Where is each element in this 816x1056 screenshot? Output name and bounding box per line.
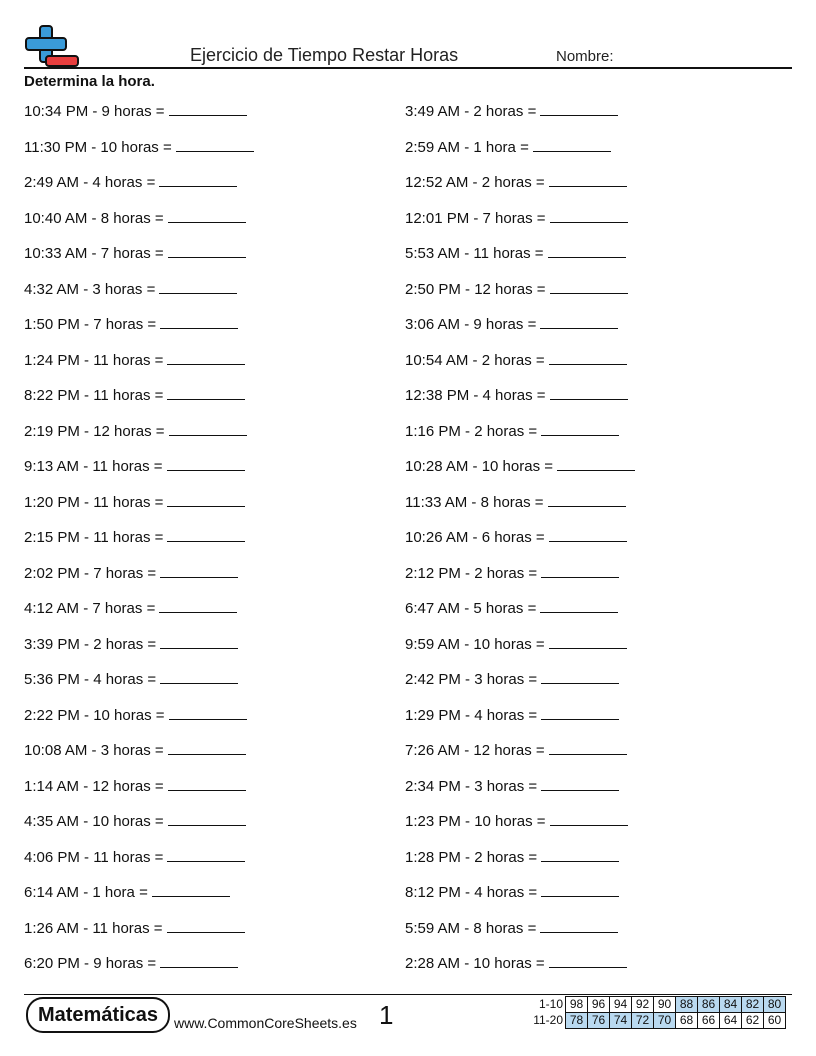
problem-row bbox=[24, 163, 792, 199]
problem-right bbox=[405, 527, 627, 546]
problem-left bbox=[24, 314, 238, 333]
problem-right bbox=[405, 598, 618, 617]
answer-blank[interactable] bbox=[541, 882, 619, 897]
problem-text: 1:24 PM - 11 horas = bbox=[24, 351, 164, 369]
problem-text: 6:20 PM - 9 horas = bbox=[24, 955, 157, 972]
answer-blank[interactable] bbox=[541, 669, 619, 684]
answer-blank[interactable] bbox=[540, 101, 618, 116]
problem-row bbox=[24, 696, 792, 732]
score-range: 11-20 bbox=[533, 1013, 563, 1027]
problem-right bbox=[405, 314, 618, 333]
problem-left bbox=[24, 492, 245, 511]
problem-text: 1:50 PM - 7 horas = bbox=[24, 316, 157, 333]
problem-text: 10:34 PM - 9 horas = bbox=[24, 103, 165, 120]
score-range: 1-10 bbox=[538, 997, 563, 1011]
score-cell: 66 bbox=[698, 1013, 720, 1029]
problem-right bbox=[405, 740, 627, 759]
score-cell: 64 bbox=[720, 1013, 742, 1029]
problem-text: 10:33 AM - 7 horas = bbox=[24, 245, 164, 262]
brand-badge: Matemáticas bbox=[26, 997, 170, 1033]
problem-row bbox=[24, 270, 792, 306]
answer-blank[interactable] bbox=[168, 776, 246, 791]
problem-right bbox=[405, 669, 619, 688]
answer-blank[interactable] bbox=[550, 208, 628, 223]
problem-left bbox=[24, 598, 237, 617]
website-text: www.CommonCoreSheets.es bbox=[174, 1015, 357, 1031]
problem-text: 5:36 PM - 4 horas = bbox=[24, 671, 157, 688]
problem-right bbox=[405, 705, 619, 724]
answer-blank[interactable] bbox=[168, 243, 246, 258]
problem-text: 10:40 AM - 8 horas = bbox=[24, 209, 164, 227]
answer-blank[interactable] bbox=[550, 811, 628, 826]
problem-text: 2:12 PM - 2 horas = bbox=[405, 564, 538, 582]
problem-text: 6:14 AM - 1 hora = bbox=[24, 884, 148, 901]
answer-blank[interactable] bbox=[540, 598, 618, 613]
problem-row bbox=[24, 92, 792, 128]
problem-left bbox=[24, 882, 230, 901]
problem-right bbox=[405, 882, 619, 901]
problem-right bbox=[405, 492, 626, 511]
problem-right bbox=[405, 847, 619, 866]
answer-blank[interactable] bbox=[160, 669, 238, 684]
problem-left bbox=[24, 385, 245, 404]
problem-left bbox=[24, 669, 238, 688]
problem-right bbox=[405, 101, 618, 120]
problem-text: 4:12 AM - 7 horas = bbox=[24, 600, 156, 617]
score-cell: 60 bbox=[764, 1013, 786, 1029]
problem-row bbox=[24, 873, 792, 909]
problem-right bbox=[405, 634, 627, 653]
problem-left bbox=[24, 137, 254, 156]
problem-text: 10:08 AM - 3 horas = bbox=[24, 742, 164, 759]
problem-text: 1:28 PM - 2 horas = bbox=[405, 848, 538, 866]
footer-divider bbox=[24, 994, 792, 995]
problem-text: 2:02 PM - 7 horas = bbox=[24, 564, 157, 582]
problem-text: 5:59 AM - 8 horas = bbox=[405, 919, 537, 937]
answer-blank[interactable] bbox=[549, 634, 627, 649]
plus-minus-logo-icon bbox=[24, 24, 80, 68]
problem-text: 4:35 AM - 10 horas = bbox=[24, 813, 164, 830]
problem-right bbox=[405, 172, 627, 191]
answer-blank[interactable] bbox=[167, 918, 245, 933]
problem-left bbox=[24, 563, 238, 582]
answer-blank[interactable] bbox=[167, 527, 245, 542]
problem-left bbox=[24, 918, 245, 937]
problem-text: 2:22 PM - 10 horas = bbox=[24, 706, 165, 724]
problem-right bbox=[405, 421, 619, 440]
answer-blank[interactable] bbox=[159, 172, 237, 187]
score-cell: 74 bbox=[610, 1013, 632, 1029]
answer-blank[interactable] bbox=[176, 137, 254, 152]
score-cell: 90 bbox=[654, 997, 676, 1013]
answer-blank[interactable] bbox=[550, 385, 628, 400]
answer-blank[interactable] bbox=[541, 563, 619, 578]
score-cell: 88 bbox=[676, 997, 698, 1013]
score-cell: 68 bbox=[676, 1013, 698, 1029]
problem-text: 2:49 AM - 4 horas = bbox=[24, 174, 156, 191]
problem-text: 2:19 PM - 12 horas = bbox=[24, 422, 165, 440]
problem-text: 1:14 AM - 12 horas = bbox=[24, 777, 164, 795]
answer-blank[interactable] bbox=[549, 953, 627, 968]
score-cell: 78 bbox=[566, 1013, 588, 1029]
page-number: 1 bbox=[379, 1000, 394, 1030]
problem-left bbox=[24, 456, 245, 475]
answer-blank[interactable] bbox=[167, 456, 245, 471]
problem-text: 11:30 PM - 10 horas = bbox=[24, 138, 172, 156]
problem-text: 3:06 AM - 9 horas = bbox=[405, 316, 537, 333]
problem-text: 2:28 AM - 10 horas = bbox=[405, 955, 545, 972]
header-divider bbox=[24, 67, 792, 69]
answer-blank[interactable] bbox=[152, 882, 230, 897]
problem-left bbox=[24, 172, 237, 191]
problem-text: 2:50 PM - 12 horas = bbox=[405, 280, 546, 298]
problem-text: 12:52 AM - 2 horas = bbox=[405, 174, 545, 191]
problem-text: 1:20 PM - 11 horas = bbox=[24, 493, 164, 511]
problem-text: 2:59 AM - 1 hora = bbox=[405, 138, 529, 156]
problem-text: 2:15 PM - 11 horas = bbox=[24, 529, 164, 546]
answer-blank[interactable] bbox=[160, 314, 238, 329]
problem-right bbox=[405, 279, 628, 298]
problem-left bbox=[24, 634, 238, 653]
score-cell: 62 bbox=[742, 1013, 764, 1029]
answer-blank[interactable] bbox=[550, 279, 628, 294]
answer-blank[interactable] bbox=[168, 208, 246, 223]
problem-list bbox=[24, 92, 792, 980]
answer-blank[interactable] bbox=[548, 492, 626, 507]
score-cell: 72 bbox=[632, 1013, 654, 1029]
problem-text: 1:23 PM - 10 horas = bbox=[405, 813, 546, 830]
problem-row bbox=[24, 483, 792, 519]
instructions: Determina la hora. bbox=[24, 73, 155, 90]
problem-text: 5:53 AM - 11 horas = bbox=[405, 245, 544, 262]
answer-blank[interactable] bbox=[540, 314, 618, 329]
problem-text: 9:13 AM - 11 horas = bbox=[24, 458, 163, 475]
answer-blank[interactable] bbox=[159, 598, 237, 613]
problem-text: 6:47 AM - 5 horas = bbox=[405, 600, 537, 617]
answer-blank[interactable] bbox=[549, 350, 627, 365]
problem-right bbox=[405, 208, 628, 227]
score-row bbox=[527, 1013, 786, 1029]
problem-row bbox=[24, 589, 792, 625]
problem-row bbox=[24, 199, 792, 235]
problem-text: 11:33 AM - 8 horas = bbox=[405, 493, 544, 511]
problem-row bbox=[24, 305, 792, 341]
answer-blank[interactable] bbox=[168, 740, 246, 755]
problem-left bbox=[24, 740, 246, 759]
problem-text: 9:59 AM - 10 horas = bbox=[405, 635, 545, 653]
problem-row bbox=[24, 660, 792, 696]
problem-row bbox=[24, 802, 792, 838]
answer-blank[interactable] bbox=[167, 847, 245, 862]
problem-left bbox=[24, 101, 247, 120]
problem-row bbox=[24, 376, 792, 412]
score-cell: 98 bbox=[566, 997, 588, 1013]
score-row bbox=[527, 997, 786, 1013]
problem-text: 8:12 PM - 4 horas = bbox=[405, 884, 538, 901]
answer-blank[interactable] bbox=[169, 705, 247, 720]
answer-blank[interactable] bbox=[168, 811, 246, 826]
problem-left bbox=[24, 776, 246, 795]
score-cell: 76 bbox=[588, 1013, 610, 1029]
problem-row bbox=[24, 767, 792, 803]
problem-row bbox=[24, 518, 792, 554]
score-cell: 94 bbox=[610, 997, 632, 1013]
score-cell: 82 bbox=[742, 997, 764, 1013]
score-cell: 84 bbox=[720, 997, 742, 1013]
problem-row bbox=[24, 838, 792, 874]
problem-text: 8:22 PM - 11 horas = bbox=[24, 387, 164, 404]
answer-blank[interactable] bbox=[541, 421, 619, 436]
score-cell: 70 bbox=[654, 1013, 676, 1029]
answer-blank[interactable] bbox=[549, 527, 627, 542]
answer-blank[interactable] bbox=[167, 350, 245, 365]
problem-left bbox=[24, 847, 245, 866]
problem-row bbox=[24, 625, 792, 661]
problem-text: 2:42 PM - 3 horas = bbox=[405, 671, 538, 688]
problem-right bbox=[405, 811, 628, 830]
problem-left bbox=[24, 811, 246, 830]
answer-blank[interactable] bbox=[541, 776, 619, 791]
problem-right bbox=[405, 563, 619, 582]
problem-row bbox=[24, 909, 792, 945]
problem-text: 3:49 AM - 2 horas = bbox=[405, 103, 537, 120]
problem-row bbox=[24, 234, 792, 270]
problem-text: 4:06 PM - 11 horas = bbox=[24, 848, 164, 866]
page-title: Ejercicio de Tiempo Restar Horas bbox=[190, 45, 459, 65]
answer-blank[interactable] bbox=[160, 953, 238, 968]
problem-right bbox=[405, 776, 619, 795]
problem-right bbox=[405, 385, 628, 404]
answer-blank[interactable] bbox=[541, 847, 619, 862]
score-cell: 92 bbox=[632, 997, 654, 1013]
problem-left bbox=[24, 350, 245, 369]
score-cell: 86 bbox=[698, 997, 720, 1013]
problem-left bbox=[24, 527, 245, 546]
answer-blank[interactable] bbox=[167, 492, 245, 507]
problem-text: 10:28 AM - 10 horas = bbox=[405, 458, 554, 475]
problem-text: 1:26 AM - 11 horas = bbox=[24, 919, 163, 937]
answer-blank[interactable] bbox=[549, 172, 627, 187]
problem-left bbox=[24, 953, 238, 972]
problem-text: 10:54 AM - 2 horas = bbox=[405, 351, 545, 369]
score-table bbox=[527, 996, 786, 1029]
answer-blank[interactable] bbox=[167, 385, 245, 400]
problem-left bbox=[24, 421, 247, 440]
problem-right bbox=[405, 350, 627, 369]
problem-right bbox=[405, 456, 635, 475]
problem-left bbox=[24, 243, 246, 262]
score-cell: 96 bbox=[588, 997, 610, 1013]
problem-row bbox=[24, 554, 792, 590]
answer-blank[interactable] bbox=[159, 279, 237, 294]
problem-text: 1:16 PM - 2 horas = bbox=[405, 422, 538, 440]
name-label: Nombre: bbox=[556, 48, 614, 65]
problem-row bbox=[24, 341, 792, 377]
problem-text: 12:01 PM - 7 horas = bbox=[405, 209, 546, 227]
problem-left bbox=[24, 208, 246, 227]
answer-blank[interactable] bbox=[540, 918, 618, 933]
problem-left bbox=[24, 279, 237, 298]
problem-right bbox=[405, 243, 626, 262]
problem-text: 2:34 PM - 3 horas = bbox=[405, 777, 538, 795]
problem-right bbox=[405, 137, 611, 156]
answer-blank[interactable] bbox=[533, 137, 611, 152]
problem-row bbox=[24, 944, 792, 980]
problem-text: 7:26 AM - 12 horas = bbox=[405, 742, 545, 759]
answer-blank[interactable] bbox=[548, 243, 626, 258]
problem-text: 3:39 PM - 2 horas = bbox=[24, 635, 157, 653]
answer-blank[interactable] bbox=[549, 740, 627, 755]
problem-row bbox=[24, 128, 792, 164]
problem-row bbox=[24, 731, 792, 767]
problem-left bbox=[24, 705, 247, 724]
problem-right bbox=[405, 953, 627, 972]
problem-row bbox=[24, 412, 792, 448]
answer-blank[interactable] bbox=[169, 101, 247, 116]
answer-blank[interactable] bbox=[160, 563, 238, 578]
score-cell: 80 bbox=[764, 997, 786, 1013]
problem-text: 1:29 PM - 4 horas = bbox=[405, 706, 538, 724]
problem-text: 10:26 AM - 6 horas = bbox=[405, 529, 545, 546]
answer-blank[interactable] bbox=[541, 705, 619, 720]
answer-blank[interactable] bbox=[169, 421, 247, 436]
problem-text: 12:38 PM - 4 horas = bbox=[405, 387, 546, 404]
answer-blank[interactable] bbox=[160, 634, 238, 649]
problem-right bbox=[405, 918, 618, 937]
problem-text: 4:32 AM - 3 horas = bbox=[24, 280, 156, 298]
answer-blank[interactable] bbox=[557, 456, 635, 471]
problem-row bbox=[24, 447, 792, 483]
